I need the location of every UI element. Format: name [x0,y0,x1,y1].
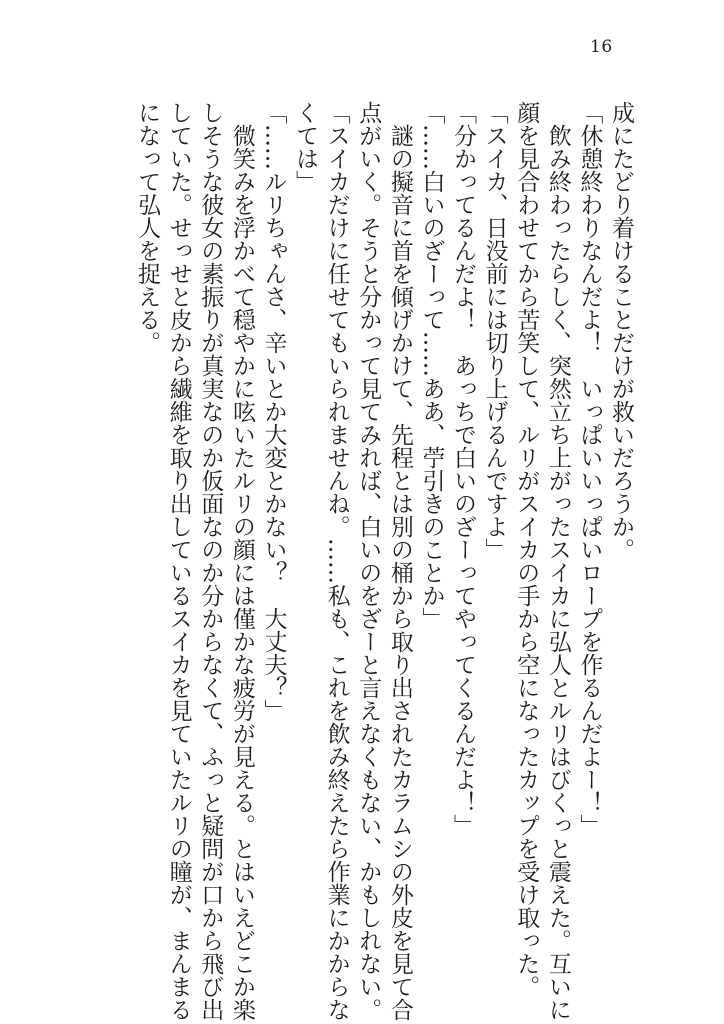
paragraph-dialogue: 「休憩終わりなんだよ！ いっぱいいっぱいロープを作るんだよー！」 [576,101,603,837]
paragraph-narrative-continuation: 成にたどり着けることだけが救いだろうか。 [608,101,634,561]
paragraph-dialogue: 「スイカだけに任せてもいられませんね。……私も、これを飲み終えたら作業にかからなくては」 [292,101,350,1021]
paragraph-dialogue: 「……白いのざーって……ああ、苧引きのことか」 [418,101,445,630]
paragraph-narrative: 飲み終わったらしく、突然立ち上がったスイカに弘人とルリはびくっと震えた。互いに顔を見合わせてから苦笑して、ルリがスイカの手から空になったカップを受け取った。 [513,101,571,1021]
paragraph-narrative: 謎の擬音に首を傾げかけて、先程とは別の桶から取り出されたカラムシの外皮を見て合点がいく。そうと分かって見てみれば、白いのをざーと言えなくもない、かもしれない。 [355,101,413,1021]
text-body [130,101,636,1023]
paragraph-dialogue: 「……ルリちゃんさ、辛いとか大変とかない？ 大丈夫？」 [260,101,287,722]
paragraph-dialogue: 「スイカ、日没前には切り上げるんですよ」 [481,101,508,561]
paragraph-dialogue: 「分かってるんだよ！ あっちで白いのざーってやってくるんだよ！」 [450,101,477,837]
page-number: 16 [590,37,613,57]
paragraph-narrative: 微笑みを浮かべて穏やかに呟いたルリの顔には僅かな疲労が見える。とはいえどこか楽しそうな彼女の素振りが真実なのか仮面なのか分からなくて、ふっと疑問が口から飛び出していた。せっせと皮から繊維を取り出しているスイカを見ていたルリの瞳が、まんまるになって弘人を捉える。 [134,101,255,1021]
